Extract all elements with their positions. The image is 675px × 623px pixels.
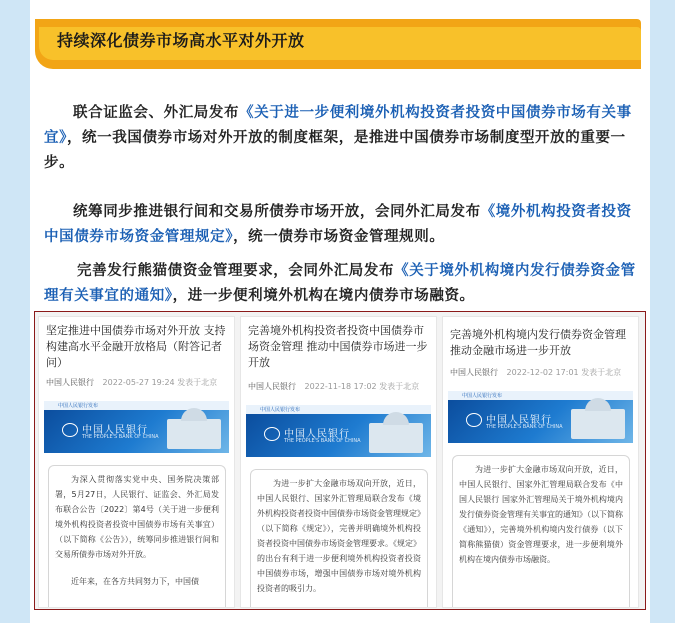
article-card-1[interactable]	[38, 316, 235, 608]
article-card-date: 2022-12-02 17:01	[506, 368, 579, 377]
pboc-banner-tag: 中国人民银行发布	[58, 403, 99, 409]
article-card-date: 2022-11-18 17:02	[304, 382, 377, 391]
screenshot-gallery	[34, 311, 646, 610]
building-image	[369, 423, 423, 453]
article-card-title[interactable]: 坚定推进中国债券市场对外开放 支持构建高水平金融开放格局（附答记者问）	[46, 324, 226, 369]
paragraph-3-link[interactable]: 《关于境外机构境内发行债券资金管理有关事宜的通知》	[44, 263, 636, 304]
pboc-banner-image	[448, 391, 633, 443]
pboc-banner-name: 中国人民银行	[82, 425, 148, 436]
article-card-body	[48, 465, 226, 608]
paragraph-3-tail: ，进一步便利境外机构在境内债券市场融资。	[172, 288, 475, 304]
pboc-banner-image	[246, 405, 431, 457]
article-card-body-paragraph: 为进一步扩大金融市场双向开放，近日，中国人民银行、国家外汇管理局联合发布《境外机构投资者投资中国债券市场资金管理规定》（以下简称《规定》），完善并明确境外机构投资者投资中国债券市场资金管理要求。《规定》的出台有利于进一步便利境外机构投资者投资中国债券市场，增强中国债券市场对境外机构投资者的吸引力。	[257, 479, 421, 593]
article-card-body-paragraph: 近年来，在各方共同努力下，中国债	[71, 577, 199, 586]
pboc-banner-subtitle: THE PEOPLE'S BANK OF CHINA	[82, 434, 159, 440]
pboc-banner-tag: 中国人民银行发布	[462, 393, 503, 399]
article-card-body	[250, 469, 428, 608]
article-card-body	[452, 455, 630, 608]
article-card-meta	[248, 381, 419, 392]
paragraph-3	[44, 259, 636, 309]
paragraph-2-link[interactable]: 《境外机构投资者投资中国债券市场资金管理规定》	[44, 204, 632, 245]
pboc-banner-name: 中国人民银行	[284, 429, 350, 440]
paragraph-1-tail: ，统一我国债券市场对外开放的制度框架，是推进中国债券市场制度型开放的重要一步。	[44, 130, 626, 171]
article-card-location: 发表于北京	[379, 382, 420, 391]
pboc-banner-tag: 中国人民银行发布	[260, 407, 301, 413]
article-card-source: 中国人民银行	[46, 378, 94, 387]
article-card-meta	[46, 377, 217, 388]
pboc-banner-subtitle: THE PEOPLE'S BANK OF CHINA	[284, 438, 361, 444]
article-card-date: 2022-05-27 19:24	[102, 378, 175, 387]
paragraph-3-lead: 完善发行熊猫债资金管理要求，会同外汇局发布	[77, 263, 395, 279]
article-card-title[interactable]: 完善境外机构境内发行债券资金管理 推动金融市场进一步开放	[450, 328, 626, 357]
pboc-banner-subtitle: THE PEOPLE'S BANK OF CHINA	[486, 424, 563, 430]
article-card-location: 发表于北京	[581, 368, 622, 377]
paragraph-2-tail: ，统一债券市场资金管理规则。	[233, 229, 445, 245]
section-title: 持续深化债券市场高水平对外开放	[57, 31, 305, 50]
section-banner	[35, 19, 641, 69]
pboc-logo-icon	[466, 413, 482, 427]
pboc-banner-name: 中国人民银行	[486, 415, 552, 426]
article-card-title[interactable]: 完善境外机构投资者投资中国债券市场资金管理 推动中国债券市场进一步开放	[248, 324, 428, 369]
paragraph-1-lead: 联合证监会、外汇局发布	[73, 105, 240, 121]
paragraph-2	[44, 200, 636, 250]
building-image	[167, 419, 221, 449]
article-card-source: 中国人民银行	[450, 368, 498, 377]
pboc-logo-icon	[264, 427, 280, 441]
article-card-2[interactable]	[240, 316, 437, 608]
building-image	[571, 409, 625, 439]
article-card-meta	[450, 367, 621, 378]
paragraph-2-lead: 统筹同步推进银行间和交易所债券市场开放，会同外汇局发布	[73, 204, 481, 220]
article-card-3[interactable]	[442, 316, 639, 608]
pboc-banner-image	[44, 401, 229, 453]
article-card-body-paragraph: 为深入贯彻落实党中央、国务院决策部署，5月27日，人民银行、证监会、外汇局发布联合公告〔2022〕第4号（关于进一步便利境外机构投资者投资中国债券市场有关事宜）（以下简称《公告》），统筹同步推进银行间和交易所债券市场对外开放。	[55, 475, 219, 559]
article-card-source: 中国人民银行	[248, 382, 296, 391]
paragraph-1-link[interactable]: 《关于进一步便利境外机构投资者投资中国债券市场有关事宜》	[44, 105, 632, 146]
paragraph-1	[44, 101, 636, 176]
article-card-body-paragraph: 为进一步扩大金融市场双向开放，近日，中国人民银行、国家外汇管理局联合发布《中国人民银行 国家外汇管理局关于境外机构境内发行债券资金管理有关事宜的通知》（以下简称《通知》），完善境外机构境内发行债券（以下简称熊猫债）资金管理要求，进一步便利境外机构在境内债券市场融资。	[459, 465, 623, 564]
article-page	[30, 0, 650, 623]
pboc-logo-icon	[62, 423, 78, 437]
article-card-location: 发表于北京	[177, 378, 218, 387]
